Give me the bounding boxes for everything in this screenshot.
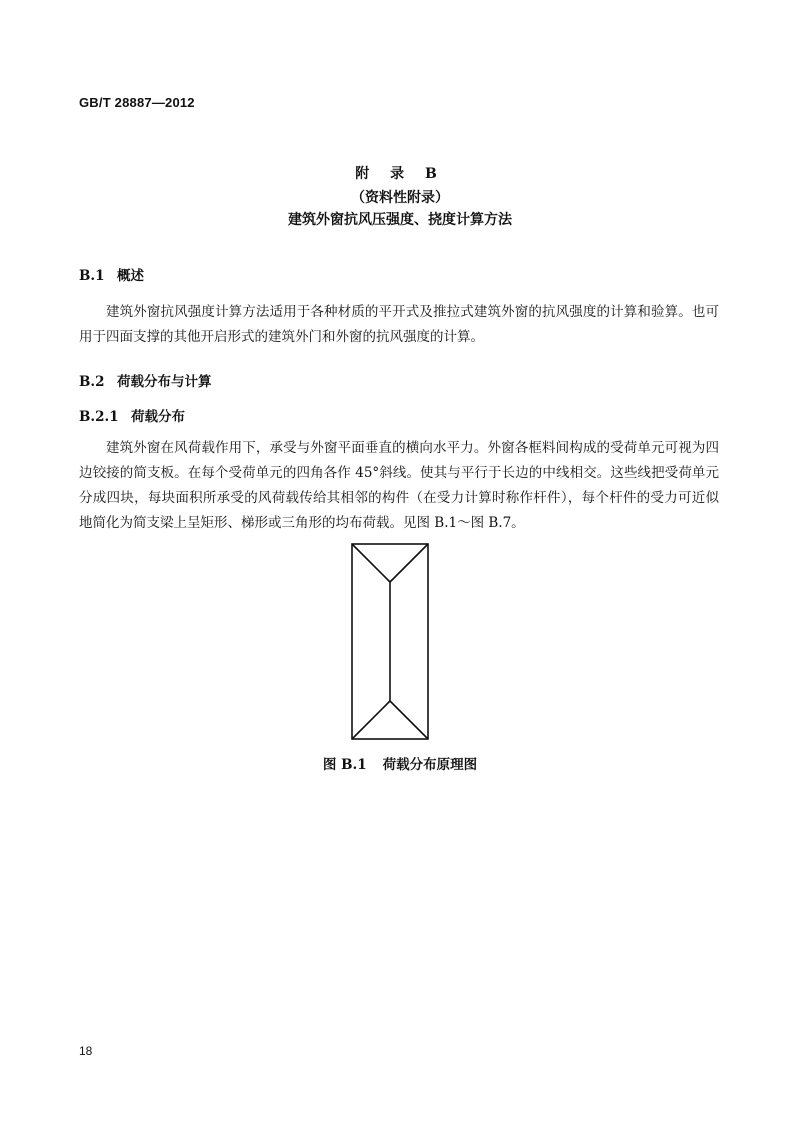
paragraph-text: 建筑外窗在风荷载作用下，承受与外窗平面垂直的横向水平力。外窗各框料间构成的受荷单元可视为四边铰接的简支板。在每个受荷单元的四角各作 45°斜线。使其与平行于长边的中线相交。这些线把受荷单元分成四块，每块面积所承受的风荷载传给其相邻的构件（在受力计算时称作杆件），每个杆件的受力可近似地简化为简支梁上呈矩形、梯形或三角形的均布荷载。见图 B.1～图 B.7。 bbox=[79, 440, 719, 531]
section-number: B.1 bbox=[79, 268, 105, 284]
paragraph-text: 建筑外窗抗风强度计算方法适用于各种材质的平开式及推拉式建筑外窗的抗风强度的计算和验算。也可用于四面支撑的其他开启形式的建筑外门和外窗的抗风强度的计算。 bbox=[79, 304, 719, 345]
section-paragraph-b21 bbox=[79, 436, 719, 536]
standard-code: GB/T 28887—2012 bbox=[79, 95, 195, 110]
section-number: B.2 bbox=[79, 374, 105, 390]
section-heading-b21 bbox=[79, 405, 185, 425]
section-number: B.2.1 bbox=[79, 409, 119, 425]
section-heading-b1 bbox=[79, 264, 144, 284]
figure-caption bbox=[0, 753, 800, 773]
section-title: 概述 bbox=[117, 268, 144, 284]
diagonal-top-right bbox=[390, 544, 428, 582]
diagonal-top-left bbox=[352, 544, 390, 582]
section-title: 荷载分布与计算 bbox=[117, 374, 212, 390]
appendix-subtitle: （资料性附录） bbox=[351, 190, 449, 206]
section-title: 荷载分布 bbox=[131, 409, 185, 425]
section-heading-b2 bbox=[79, 370, 212, 390]
section-paragraph-b1 bbox=[79, 300, 719, 350]
appendix-main-title: 建筑外窗抗风压强度、挠度计算方法 bbox=[288, 212, 512, 228]
diagonal-bottom-right bbox=[390, 701, 428, 739]
load-distribution-figure bbox=[340, 535, 440, 745]
appendix-title: 附 录 B bbox=[355, 166, 445, 182]
figure-number: 图 B.1 bbox=[322, 757, 367, 773]
page-number: 18 bbox=[79, 1044, 93, 1058]
diagonal-bottom-left bbox=[352, 701, 390, 739]
figure-caption-text: 荷载分布原理图 bbox=[382, 757, 478, 773]
